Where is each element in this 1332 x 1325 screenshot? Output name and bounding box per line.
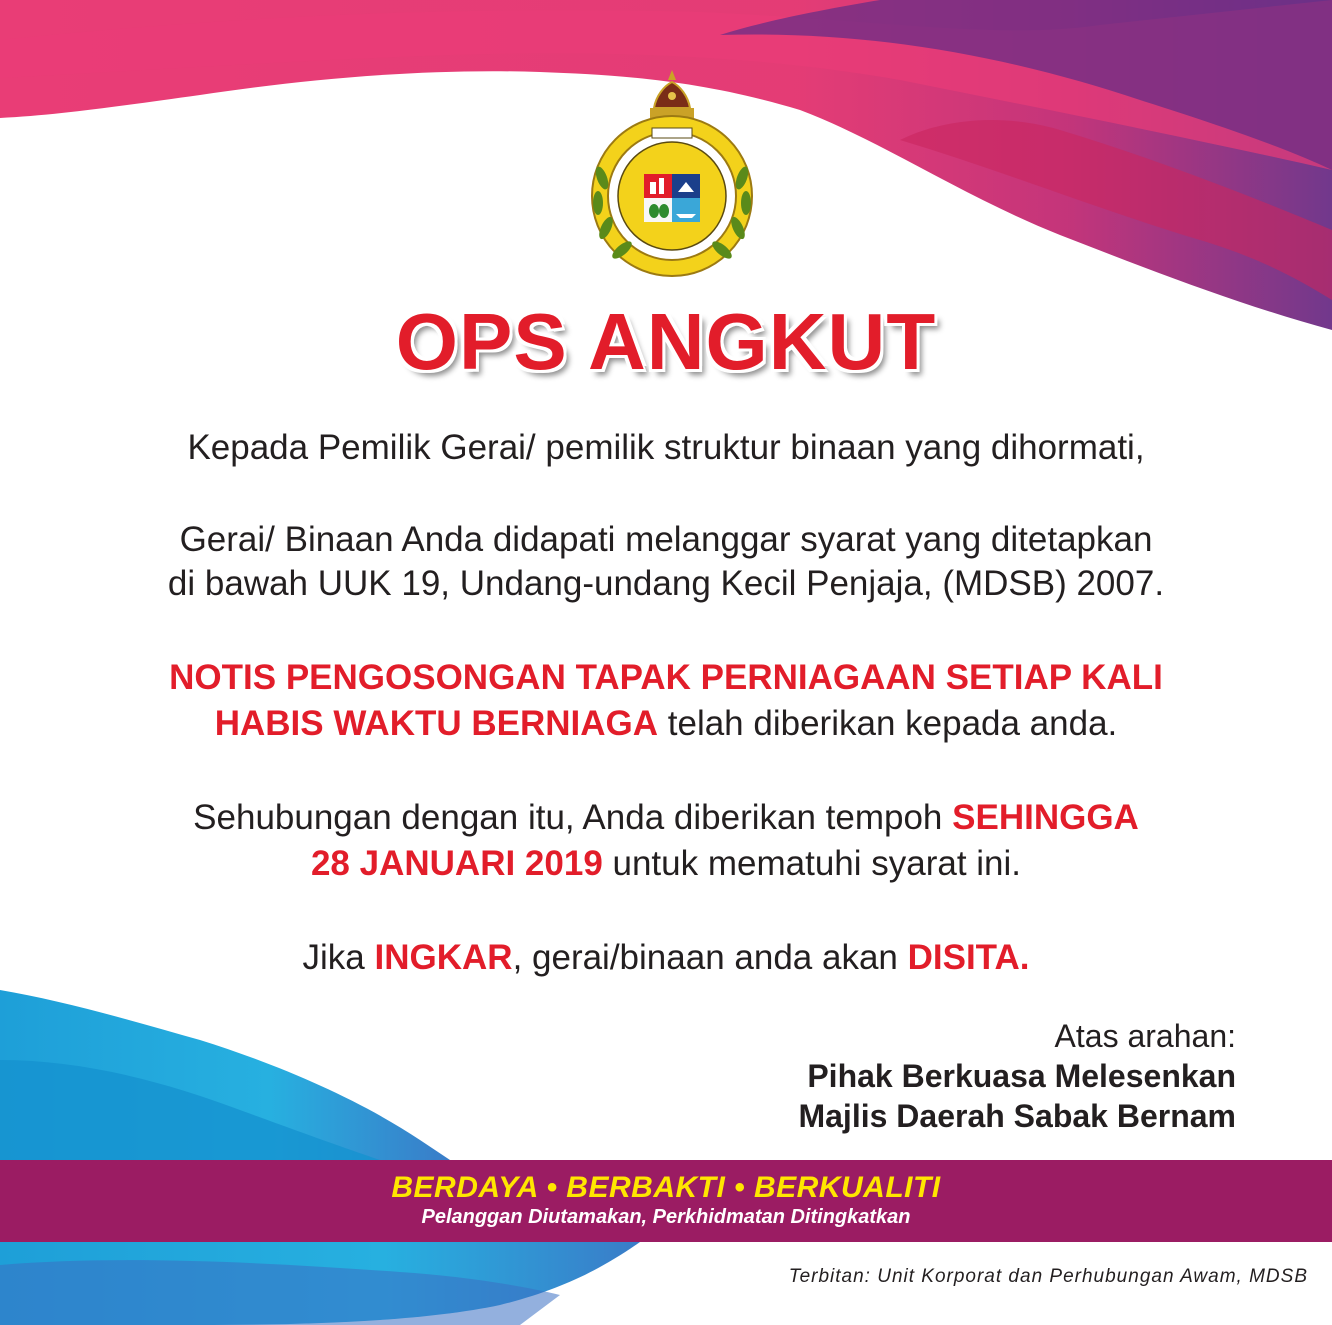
signature-council: Majlis Daerah Sabak Bernam bbox=[798, 1098, 1236, 1134]
deadline-date: 28 JANUARI 2019 bbox=[310, 844, 603, 883]
emblem-shield bbox=[644, 174, 700, 222]
warning-line bbox=[0, 936, 1332, 980]
violation-line-1: Gerai/ Binaan Anda didapati melanggar syarat yang ditetapkan bbox=[179, 520, 1153, 559]
crown-icon bbox=[650, 70, 694, 118]
deadline-text-2: untuk mematuhi syarat ini. bbox=[602, 844, 1022, 883]
notice-line-1 bbox=[0, 656, 1332, 700]
notice-highlight-1: NOTIS PENGOSONGAN TAPAK PERNIAGAAN SETIAP KALI bbox=[169, 658, 1163, 697]
deadline-line-2 bbox=[0, 842, 1332, 886]
publisher-footer: Terbitan: Unit Korporat dan Perhubungan Awam, MDSB bbox=[788, 1266, 1308, 1287]
salutation-text: Kepada Pemilik Gerai/ pemilik struktur binaan yang dihormati, bbox=[187, 428, 1145, 467]
bottom-brush-stroke bbox=[0, 990, 640, 1325]
page-title: OPS ANGKUT bbox=[395, 297, 937, 386]
mdsb-emblem-logo bbox=[584, 68, 760, 278]
deadline-highlight-1: SEHINGGA bbox=[952, 798, 1139, 837]
signature-authority: Pihak Berkuasa Melesenkan bbox=[807, 1058, 1236, 1094]
warning-highlight-ingkar: INGKAR bbox=[374, 938, 513, 977]
violation-line-2: di bawah UUK 19, Undang-undang Kecil Penjaja, (MDSB) 2007. bbox=[167, 564, 1165, 603]
notice-text: telah diberikan kepada anda. bbox=[658, 704, 1118, 743]
notice-line-2 bbox=[0, 702, 1332, 746]
signature-label: Atas arahan: bbox=[1054, 1018, 1236, 1054]
warning-text-start: Jika bbox=[302, 938, 375, 977]
deadline-line-1 bbox=[0, 796, 1332, 840]
deadline-text-1: Sehubungan dengan itu, Anda diberikan tempoh bbox=[193, 798, 953, 837]
warning-highlight-disita: DISITA. bbox=[907, 938, 1030, 977]
subslogan-text: Pelanggan Diutamakan, Perkhidmatan Ditingkatkan bbox=[421, 1206, 911, 1228]
warning-text-middle: , gerai/binaan anda akan bbox=[512, 938, 908, 977]
notice-highlight-2: HABIS WAKTU BERNIAGA bbox=[214, 704, 659, 743]
slogan-text: BERDAYA • BERBAKTI • BERKUALITI bbox=[391, 1171, 941, 1204]
